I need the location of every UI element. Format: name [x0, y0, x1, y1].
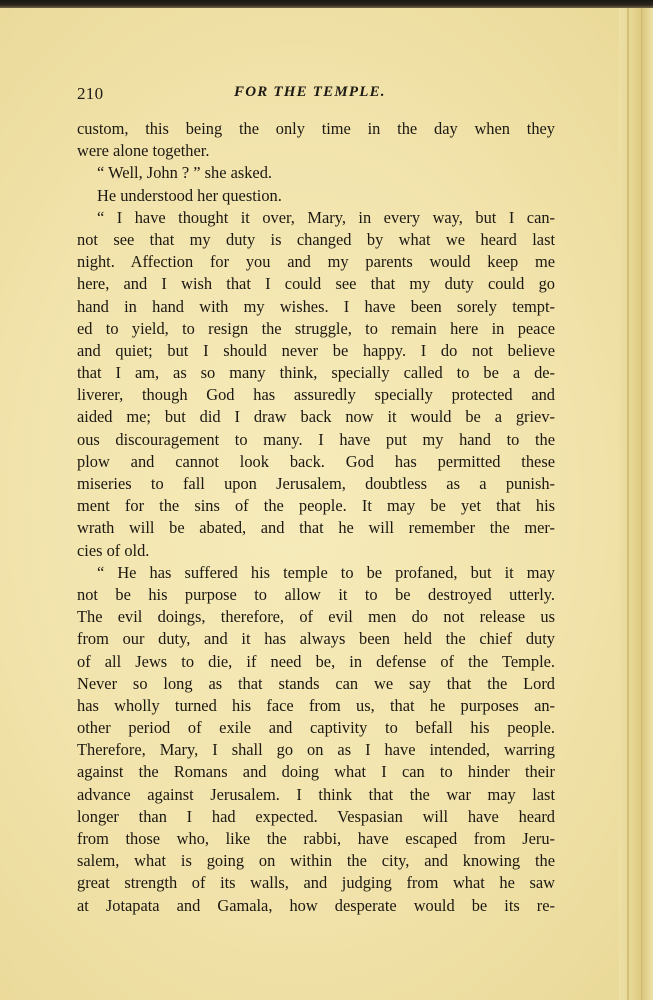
edge-line	[627, 8, 629, 1000]
text-line: advance against Jerusalem. I think that the war may last	[77, 784, 555, 804]
page-right-edge	[619, 8, 653, 1000]
text-line: wrath will be abated, and that he will remember the mer-	[77, 518, 555, 538]
text-line: at Jotapata and Gamala, how desperate would be its re-	[77, 895, 555, 915]
text-line: great strength of its walls, and judging from what he saw	[77, 873, 555, 893]
text-line: He understood her question.	[97, 185, 282, 205]
edge-line	[641, 8, 642, 1000]
text-line: The evil doings, therefore, of evil men do not release us	[77, 607, 555, 627]
text-line: liverer, though God has assuredly specially protected and	[77, 385, 555, 405]
text-line: custom, this being the only time in the day when they	[77, 119, 555, 138]
text-line: ous discouragement to many. I have put my hand to the	[77, 429, 555, 449]
text-line: plow and cannot look back. God has permitted these	[77, 451, 555, 471]
text-line: Never so long as that stands can we say that the Lord	[77, 673, 555, 693]
text-line: aided me; but did I draw back now it would be a griev-	[77, 407, 555, 427]
text-line: miseries to fall upon Jerusalem, doubtless as a punish-	[77, 474, 555, 493]
page-header	[77, 84, 555, 106]
text-line: against the Romans and doing what I can to hinder their	[77, 762, 555, 782]
text-line: “ I have thought it over, Mary, in every way, but I can-	[97, 207, 555, 227]
text-line: “ He has suffered his temple to be profaned, but it may	[97, 562, 555, 582]
page-number: 210	[77, 84, 104, 103]
text-line: from those who, like the rabbi, have escaped from Jeru-	[77, 829, 555, 848]
text-line: of all Jews to die, if need be, in defense of the Temple.	[77, 651, 555, 671]
text-line: longer than I had expected. Vespasian will have heard	[77, 806, 555, 826]
text-line: has wholly turned his face from us, that he purposes an-	[77, 695, 555, 715]
text-line: not be his purpose to allow it to be destroyed utterly.	[77, 584, 555, 604]
text-line: that I am, as so many think, specially called to be a de-	[77, 363, 555, 383]
text-line: night. Affection for you and my parents would keep me	[77, 252, 555, 272]
text-line: salem, what is going on within the city, and knowing the	[77, 851, 555, 871]
body-text	[77, 118, 555, 917]
text-line: “ Well, John ? ” she asked.	[97, 163, 272, 183]
text-line: Therefore, Mary, I shall go on as I have intended, warring	[77, 740, 555, 760]
text-line: not see that my duty is changed by what we heard last	[77, 229, 555, 249]
running-head: FOR THE TEMPLE.	[234, 84, 386, 100]
page-top-edge	[0, 0, 653, 8]
text-line: ment for the sins of the people. It may be yet that his	[77, 496, 555, 516]
text-line: ed to yield, to resign the struggle, to remain here in peace	[77, 318, 555, 338]
text-line: here, and I wish that I could see that my duty could go	[77, 274, 555, 294]
text-line: and quiet; but I should never be happy. I do not believe	[77, 340, 555, 360]
text-line: hand in hand with my wishes. I have been sorely tempt-	[77, 296, 555, 316]
text-line: cies of old.	[77, 540, 150, 560]
text-line: from our duty, and it has always been held the chief duty	[77, 629, 555, 649]
text-line: were alone together.	[77, 141, 210, 161]
text-line: other period of exile and captivity to befall his people.	[77, 718, 555, 738]
